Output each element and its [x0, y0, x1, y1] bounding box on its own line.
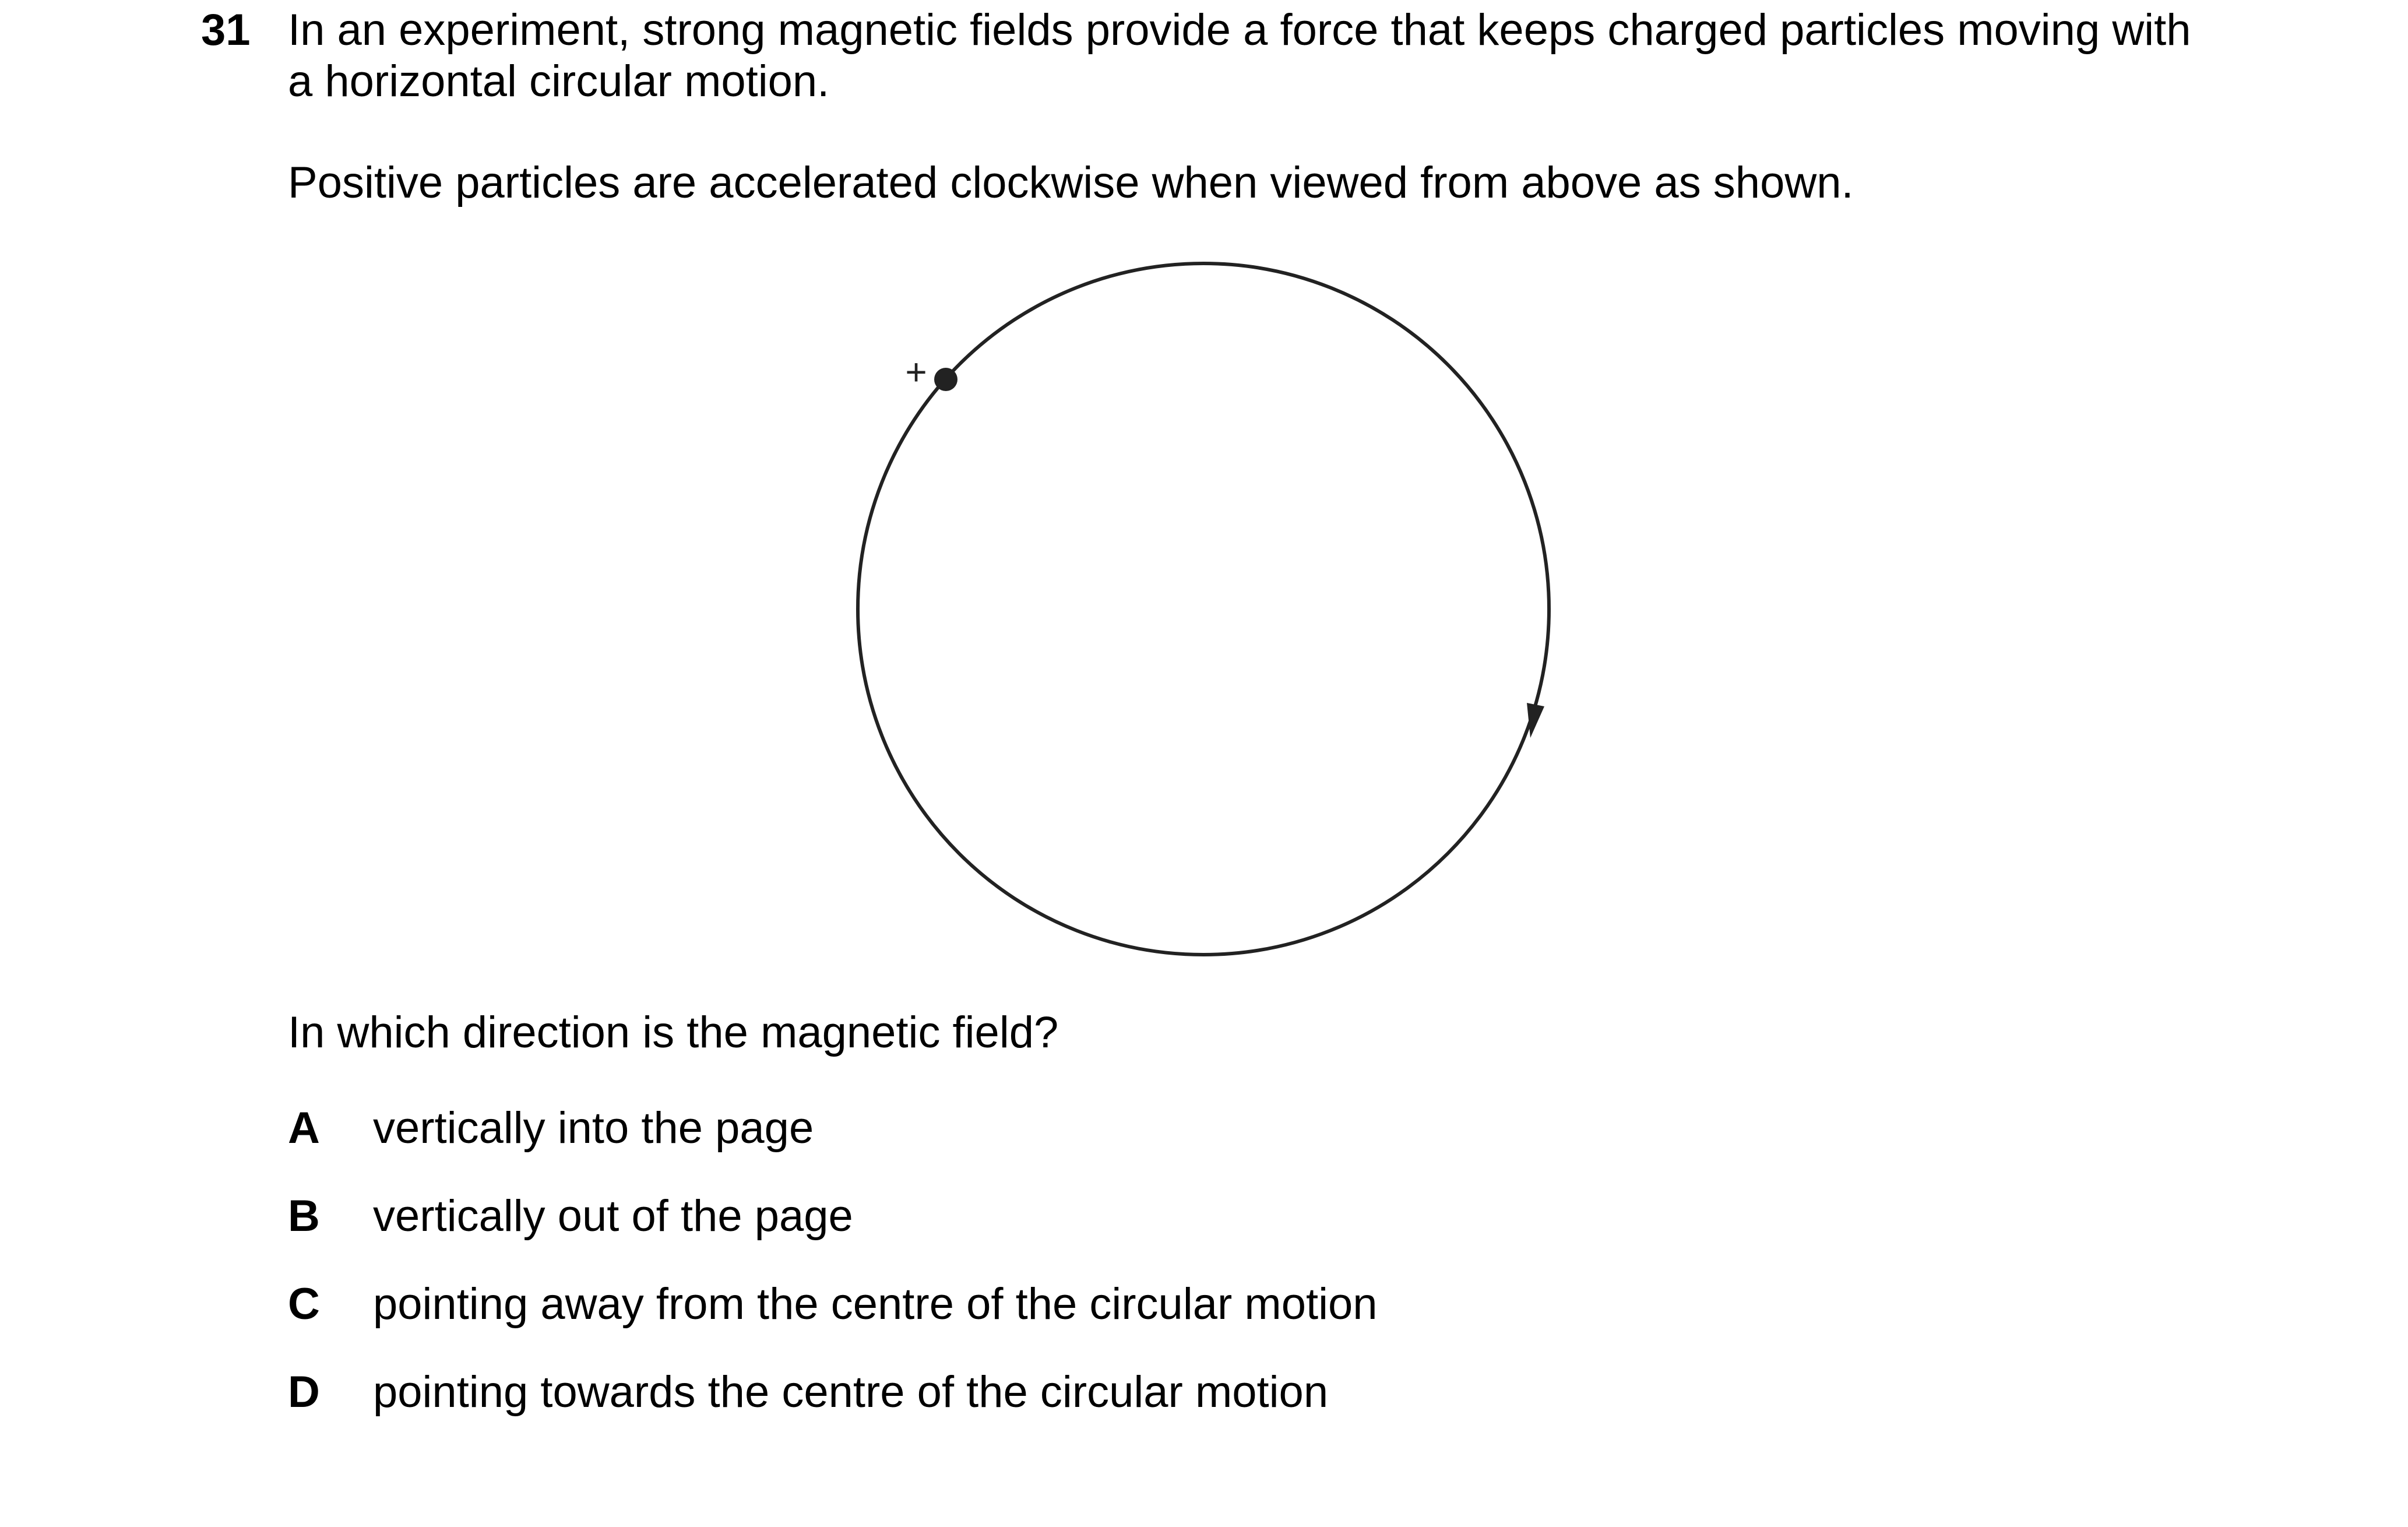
particle-charge-label: + [905, 351, 927, 393]
circular-path [858, 263, 1549, 955]
option-letter: B [288, 1191, 320, 1241]
question-prompt: In which direction is the magnetic field? [288, 1008, 1059, 1057]
option-text: pointing away from the centre of the circular motion [373, 1279, 1378, 1329]
option-letter: A [288, 1103, 320, 1153]
question-number: 31 [201, 5, 251, 55]
direction-arrow-icon [1527, 703, 1544, 738]
option-letter: C [288, 1279, 320, 1329]
option-letter: D [288, 1367, 320, 1417]
question-stem-line-1: In an experiment, strong magnetic fields provide a force that keeps charged particles moving with [288, 5, 2191, 55]
option-text: pointing towards the centre of the circular motion [373, 1367, 1329, 1417]
question-stem-line-2: a horizontal circular motion. [288, 57, 830, 106]
positive-particle [934, 368, 957, 391]
question-stem-line-3: Positive particles are accelerated clockwise when viewed from above as shown. [288, 158, 1854, 207]
option-text: vertically into the page [373, 1103, 814, 1153]
option-text: vertically out of the page [373, 1191, 853, 1241]
